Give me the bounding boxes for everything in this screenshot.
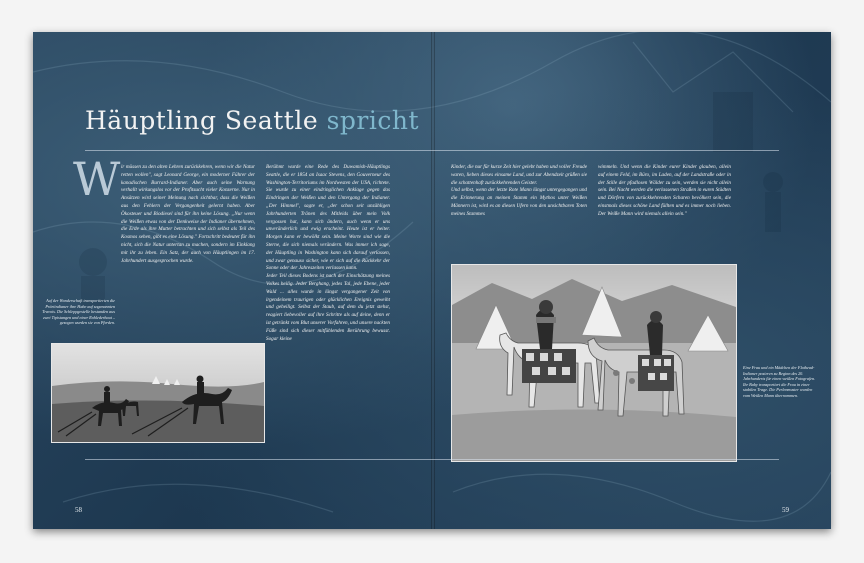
book-gutter xyxy=(431,32,435,529)
book-spread xyxy=(33,32,831,529)
caption-right: Eine Frau und ein Mädchen der Flathead-Indianer posieren zu Beginn des 20. Jahrhunderts für einen weißen Fotografen. Ihr Baby transportiert die Frau in einer stabilen Trage. Die Perlenmuster wurden vom Weißen Mann übernommen. xyxy=(743,365,816,398)
caption-left: Auf der Wanderschaft transportierten die Präriindianer ihre Habe auf sogenannten Travois. Die Schleppgestelle bestanden aus zwei Tipistangen und einer Rohlederhaut – gezogen wurden sie von Pferden. xyxy=(42,298,115,326)
top-rule xyxy=(85,150,779,151)
paragraph: ir müssen zu den alten Lehren zurückkehren, wenn wir die Natur retten wollen", sagt Leonard George, ein moderner Führer der kanadischen Burrard-Indianer. Aber auch seine Warnung verhallt wirkungslos vor der Profitsucht vieler Konzerne. Nur in Ansätzen wird seiner Meinung nach sichtbar, dass die Weißen aus den Fehlern der Vergangenheit gelernt haben. Aber Ökosteuer und Biodiesel sind für ihn keine Lösung. „Nur wenn die Weißen etwas von der Denkweise der Indianer übernehmen, die Erde als ihre Mutter betrachten und sich selbst als Teil des Kosmos sehen, gibt es eine Lösung." Fortschritt bedeutet für ihn nicht, sich die Natur untertan zu machen, sondern im Einklang mit ihr zu leben. Ein Satz, der auch von Häuptlingen im 17. Jahrhundert ausgesprochen wurde. xyxy=(121,164,255,264)
text-column-3 xyxy=(451,164,587,219)
paragraph: Jeder Teil dieses Bodens ist nach der Einschätzung meines Volkes heilig. Jeder Berghang, jedes Tal, jede Ebene, jeder Wald ... alles wurde in längst vergangener Zeit von irgendeinem traurigen oder glücklichen Ereignis geweiht und geheiligt. Selbst der Staub, auf dem du jetzt stehst, reagiert liebevoller auf ihre Schritte als auf deine, denn er ist getränkt vom Blut unserer Vorfahren, und unsere nackten Füße sind sich dieser mitfühlenden Berührung bewusst. Sogar kleine xyxy=(266,273,390,342)
bottom-rule xyxy=(85,459,779,460)
photo-travois xyxy=(51,343,265,443)
drop-cap: W xyxy=(73,152,121,206)
page-number-right: 59 xyxy=(782,506,789,514)
title-main: Häuptling Seattle xyxy=(85,106,327,135)
paragraph: Und selbst, wenn der letzte Rote Mann längst untergegangen und die Erinnerung an meinen Stamm ein Mythos unter Weißen Männern ist, wird es an diesen Ufern von den unsichtbaren Toten meines Stammes xyxy=(451,187,587,217)
title-accent: spricht xyxy=(326,106,419,135)
paragraph: wimmeln. Und wenn die Kinder eurer Kinder glauben, allein auf einem Feld, im Büro, im Laden, auf der Landstraße oder in der Stille der pfadlosen Wälder zu sein, werden sie nicht allein sein. Bei Nacht werden die verlassenen Straßen in euren Städten und Dörfern von zurückkehrenden Scharen bevölkert sein, die einstmals dieses schöne Land füllten und es immer noch lieben. Der Weiße Mann wird niemals allein sein." xyxy=(598,164,731,217)
photo-flathead-riders xyxy=(451,264,737,462)
paragraph: Kinder, die nur für kurze Zeit hier gelebt haben und voller Freude waren, lieben dieses einsame Land, und zur Abendzeit grüßen sie die schattenhaft zurückkehrenden Geister. xyxy=(451,164,587,186)
page-title xyxy=(85,106,419,135)
text-column-1 xyxy=(121,164,255,265)
paragraph: Berühmt wurde eine Rede des Duwamish-Häuptlings Seattle, die er 1854 an Isaac Stevens, den Gouverneur des Washington-Territoriums im Nordwesten der USA, richtete. Sie wurde zu einer eindringlichen Anklage gegen das Eindringen der Weißen und den Untergang der Indianer. „Der Himmel", sagte er, „der schon seit unzähligen Jahrhunderten Tränen des Mitleids über mein Volk vergossen hat, kann sich ändern, auch wenn er uns unveränderlich und ewig erscheint. Heute ist er heiter. Morgen kann er bewölkt sein. Meine Worte sind wie die Sterne, die sich niemals verändern. Was immer ich sage, der Häuptling in Washington kann sich darauf verlassen, und zwar genauso sicher, wie er sich auf die Rückkehr der Sonne oder der Jahreszeiten verlassen kann. xyxy=(266,164,390,272)
text-column-4 xyxy=(598,164,731,219)
page-number-left: 58 xyxy=(75,506,82,514)
photo-flathead-image xyxy=(452,265,736,461)
photo-travois-image xyxy=(52,344,264,442)
text-column-2 xyxy=(266,164,390,343)
